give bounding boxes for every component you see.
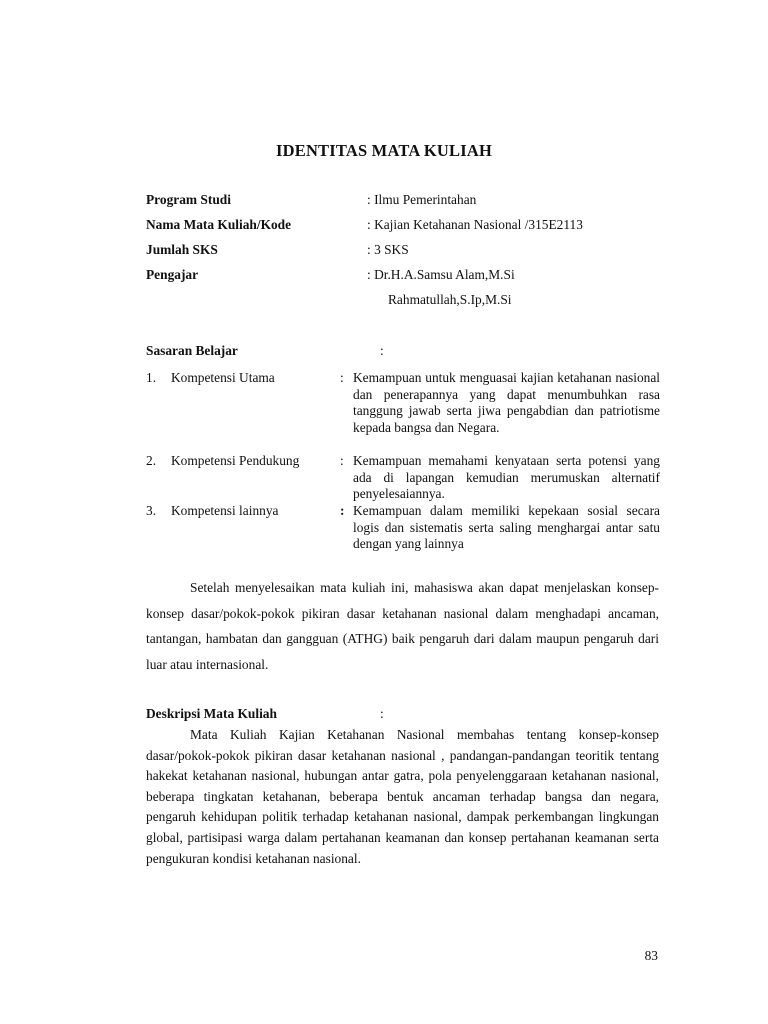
kompetensi-description: Kemampuan dalam memiliki kepekaan sosial secara logis dan sistematis serta saling menghargai antar satu dengan yang lainnya <box>353 503 660 551</box>
identity-value: : Ilmu Pemerintahan <box>367 192 477 207</box>
pengajar-second-name: Rahmatullah,S.Ip,M.Si <box>388 292 512 307</box>
identity-value: : Kajian Ketahanan Nasional /315E2113 <box>367 217 583 232</box>
page-number: 83 <box>644 948 658 963</box>
sasaran-belajar-colon: : <box>380 343 384 358</box>
deskripsi-paragraph: Mata Kuliah Kajian Ketahanan Nasional membahas tentang konsep-konsep dasar/pokok-pokok pikiran dasar ketahanan nasional , pandangan-pandangan teoritik tentang hakekat ketahanan nasional, hubungan antar gatra, pola penyelenggaraan ketahanan nasional, beberapa tingkatan ketahanan, beberapa bentuk ancaman terhadap bangsa dan negara, pengaruh kehidupan politik terhadap ketahanan nasional, dampak perkembangan lingkungan global, partisipasi warga dalam pertahanan keamanan dan konsep pertahanan keamanan serta pengukuran kondisi ketahanan nasional. <box>146 727 659 866</box>
kompetensi-colon: : <box>340 370 344 385</box>
page-title: IDENTITAS MATA KULIAH <box>276 141 492 160</box>
identity-value: : 3 SKS <box>367 242 409 257</box>
identity-label: Pengajar <box>146 267 199 282</box>
kompetensi-name: Kompetensi Utama <box>171 370 275 385</box>
identity-label: Jumlah SKS <box>146 242 218 257</box>
kompetensi-number: 1. <box>146 370 157 385</box>
sasaran-belajar-heading: Sasaran Belajar <box>146 343 238 358</box>
kompetensi-name: Kompetensi Pendukung <box>171 453 300 468</box>
deskripsi-heading: Deskripsi Mata Kuliah <box>146 706 277 721</box>
identity-label: Program Studi <box>146 192 231 207</box>
deskripsi-colon: : <box>380 706 384 721</box>
kompetensi-number: 2. <box>146 453 157 468</box>
kompetensi-number: 3. <box>146 503 157 518</box>
kompetensi-colon: : <box>340 453 344 468</box>
identity-value: : Dr.H.A.Samsu Alam,M.Si <box>367 267 515 282</box>
kompetensi-colon: : <box>340 503 345 518</box>
kompetensi-name: Kompetensi lainnya <box>171 503 279 518</box>
kompetensi-description: Kemampuan memahami kenyataan serta potensi yang ada di lapangan kemudian merumuskan alternatif penyelesaiannya. <box>353 453 660 501</box>
identity-label: Nama Mata Kuliah/Kode <box>146 217 292 232</box>
learning-outcome-paragraph: Setelah menyelesaikan mata kuliah ini, mahasiswa akan dapat menjelaskan konsep-konsep dasar/pokok-pokok pikiran dasar ketahanan nasional dalam menghadapi ancaman, tantangan, hambatan dan gangguan (ATHG) baik pengaruh dari dalam maupun pengaruh dari luar atau internasional. <box>146 580 659 672</box>
kompetensi-description: Kemampuan untuk menguasai kajian ketahanan nasional dan penerapannya yang dapat menumbuhkan rasa tanggung jawab serta jiwa pengabdian dan patriotisme kepada bangsa dan Negara. <box>353 370 660 435</box>
